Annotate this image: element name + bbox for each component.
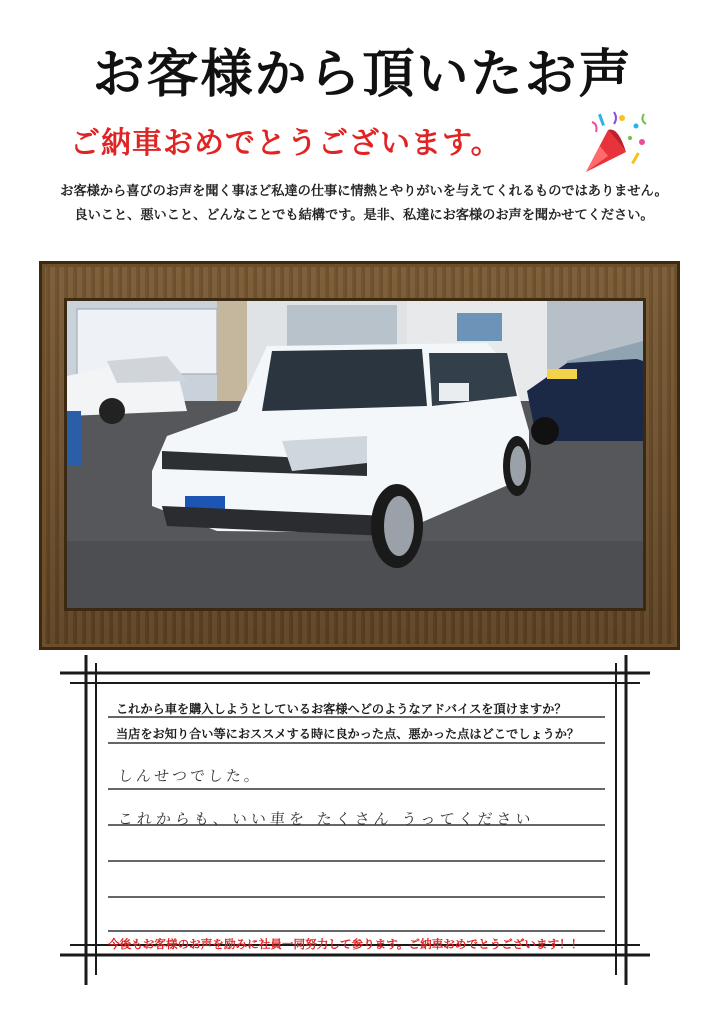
intro-line-1: お客様から喜びのお声を聞く事ほど私達の仕事に情熱とやりがいを与えてくれるものではありません。 [60, 184, 668, 199]
intro-text [24, 180, 704, 228]
page-title: お客様から頂いたお声 [92, 45, 633, 105]
handwritten-answer-1: しんせつでした。 [117, 767, 263, 785]
intro-line-2: 良いこと、悪いこと、どんなことでも結構です。是非、私達にお客様のお声を聞かせてください。 [74, 208, 654, 223]
party-popper-icon [578, 108, 650, 178]
congrats-subtitle: ご納車おめでとうございます。 [70, 126, 502, 161]
closing-message: 今後もお客様のお声を励みに社員一同努力して参ります。ご納車おめでとうございます！！ [108, 937, 583, 951]
question-1: これから車を購入しようとしているお客様へどのようなアドバイスを頂けますか？ [116, 702, 567, 716]
handwritten-answer-2: これからも、いい車を たくさん うってください [117, 810, 536, 828]
customer-car-photo [67, 301, 643, 608]
question-2: 当店をお知り合い等におススメする時に良かった点、悪かった点はどこでしょうか？ [116, 727, 580, 741]
